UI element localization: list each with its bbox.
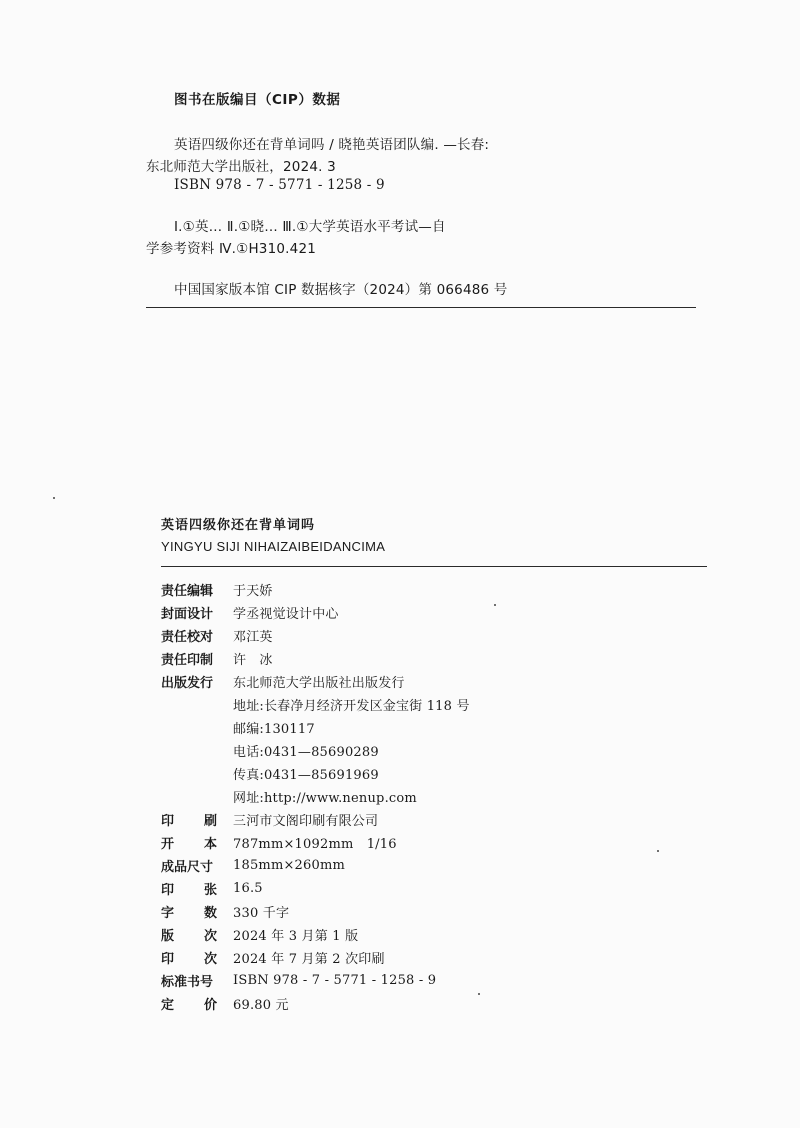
detail-label: [161, 672, 217, 691]
detail-row: [161, 808, 470, 831]
scan-speck: [478, 993, 480, 995]
detail-label-part: 印: [161, 814, 175, 829]
detail-label: [161, 603, 217, 622]
detail-value: 69.80 元: [233, 998, 289, 1013]
detail-value: 东北师范大学出版社出版发行: [233, 676, 405, 691]
detail-label-part: 责任校对: [161, 630, 214, 645]
detail-row: [161, 946, 470, 969]
detail-label: [161, 971, 217, 990]
detail-row: [161, 624, 470, 647]
detail-value: 电话:0431—85690289: [233, 745, 379, 760]
detail-label-part: 张: [203, 883, 217, 898]
detail-label-part: 数: [203, 906, 217, 921]
cip-line-1: 英语四级你还在背单词吗 / 晓艳英语团队编. —长春:: [174, 137, 490, 153]
cip-line-3: ISBN 978 - 7 - 5771 - 1258 - 9: [174, 177, 385, 193]
detail-label-part: 封面设计: [161, 607, 214, 622]
detail-row: [161, 831, 470, 854]
publication-details: [161, 578, 470, 1015]
cip-line-2: 东北师范大学出版社，2024. 3: [146, 159, 336, 175]
detail-value: 2024 年 7 月第 2 次印刷: [233, 952, 385, 967]
detail-label-part: 价: [203, 998, 217, 1013]
detail-value: ISBN 978 - 7 - 5771 - 1258 - 9: [233, 973, 437, 988]
detail-label-part: 次: [203, 929, 217, 944]
scan-speck: [494, 604, 496, 606]
detail-label-part: 刷: [203, 814, 217, 829]
detail-label: [161, 626, 217, 645]
detail-label: [161, 948, 217, 967]
detail-label-part: 出版发行: [161, 676, 214, 691]
detail-row: [161, 785, 470, 808]
detail-value: 传真:0431—85691969: [233, 768, 379, 783]
detail-label: [161, 810, 217, 829]
detail-value: 邓江英: [233, 630, 273, 645]
scan-speck: [657, 850, 659, 852]
detail-row: [161, 969, 470, 992]
detail-row: [161, 670, 470, 693]
book-title-pinyin: YINGYU SIJI NIHAIZAIBEIDANCIMA: [161, 539, 386, 554]
detail-row: [161, 992, 470, 1015]
detail-row: [161, 762, 470, 785]
detail-value: 185mm×260mm: [233, 858, 346, 873]
cip-line-5: 学参考资料 Ⅳ.①H310.421: [146, 241, 317, 257]
detail-label-part: 标准书号: [161, 975, 214, 990]
detail-label-part: 字: [161, 906, 175, 921]
detail-label: [161, 994, 217, 1013]
top-divider: [146, 307, 696, 308]
detail-value: 邮编:130117: [233, 722, 315, 737]
detail-label: [161, 879, 217, 898]
detail-label: [161, 833, 217, 852]
detail-row: [161, 900, 470, 923]
detail-value: 于天娇: [233, 584, 273, 599]
detail-label-part: 印: [161, 883, 175, 898]
detail-value: 网址:http://www.nenup.com: [233, 791, 417, 806]
detail-value: 许 冰: [233, 653, 273, 668]
detail-row: [161, 716, 470, 739]
detail-label-part: 开: [161, 837, 175, 852]
detail-label-part: 版: [161, 929, 175, 944]
cip-line-4: Ⅰ.①英… Ⅱ.①晓… Ⅲ.①大学英语水平考试—自: [174, 219, 446, 235]
detail-label: [161, 580, 217, 599]
detail-label-part: 印: [161, 952, 175, 967]
cip-heading: 图书在版编目（CIP）数据: [174, 92, 341, 108]
detail-value: 学丞视觉设计中心: [233, 607, 339, 622]
detail-row: [161, 854, 470, 877]
detail-label: [161, 649, 217, 668]
detail-value: 787mm×1092mm 1/16: [233, 837, 397, 852]
detail-label: [161, 902, 217, 921]
detail-value: 三河市文阁印刷有限公司: [233, 814, 379, 829]
detail-label-part: 成品尺寸: [161, 860, 214, 875]
detail-row: [161, 693, 470, 716]
detail-label-part: 责任编辑: [161, 584, 214, 599]
detail-value: 330 千字: [233, 906, 290, 921]
detail-value: 地址:长春净月经济开发区金宝街 118 号: [233, 699, 470, 714]
detail-label: [161, 925, 217, 944]
detail-value: 2024 年 3 月第 1 版: [233, 929, 359, 944]
middle-divider: [161, 566, 707, 567]
detail-value: 16.5: [233, 881, 263, 896]
detail-row: [161, 578, 470, 601]
detail-label-part: 次: [203, 952, 217, 967]
cip-line-6: 中国国家版本馆 CIP 数据核字（2024）第 066486 号: [174, 282, 508, 298]
detail-label-part: 定: [161, 998, 175, 1013]
detail-label: [161, 856, 217, 875]
detail-row: [161, 877, 470, 900]
scan-speck: [53, 497, 55, 499]
detail-row: [161, 601, 470, 624]
detail-row: [161, 739, 470, 762]
book-title-cn: 英语四级你还在背单词吗: [161, 518, 316, 533]
detail-label-part: 责任印制: [161, 653, 214, 668]
detail-label-part: 本: [203, 837, 217, 852]
detail-row: [161, 647, 470, 670]
detail-row: [161, 923, 470, 946]
